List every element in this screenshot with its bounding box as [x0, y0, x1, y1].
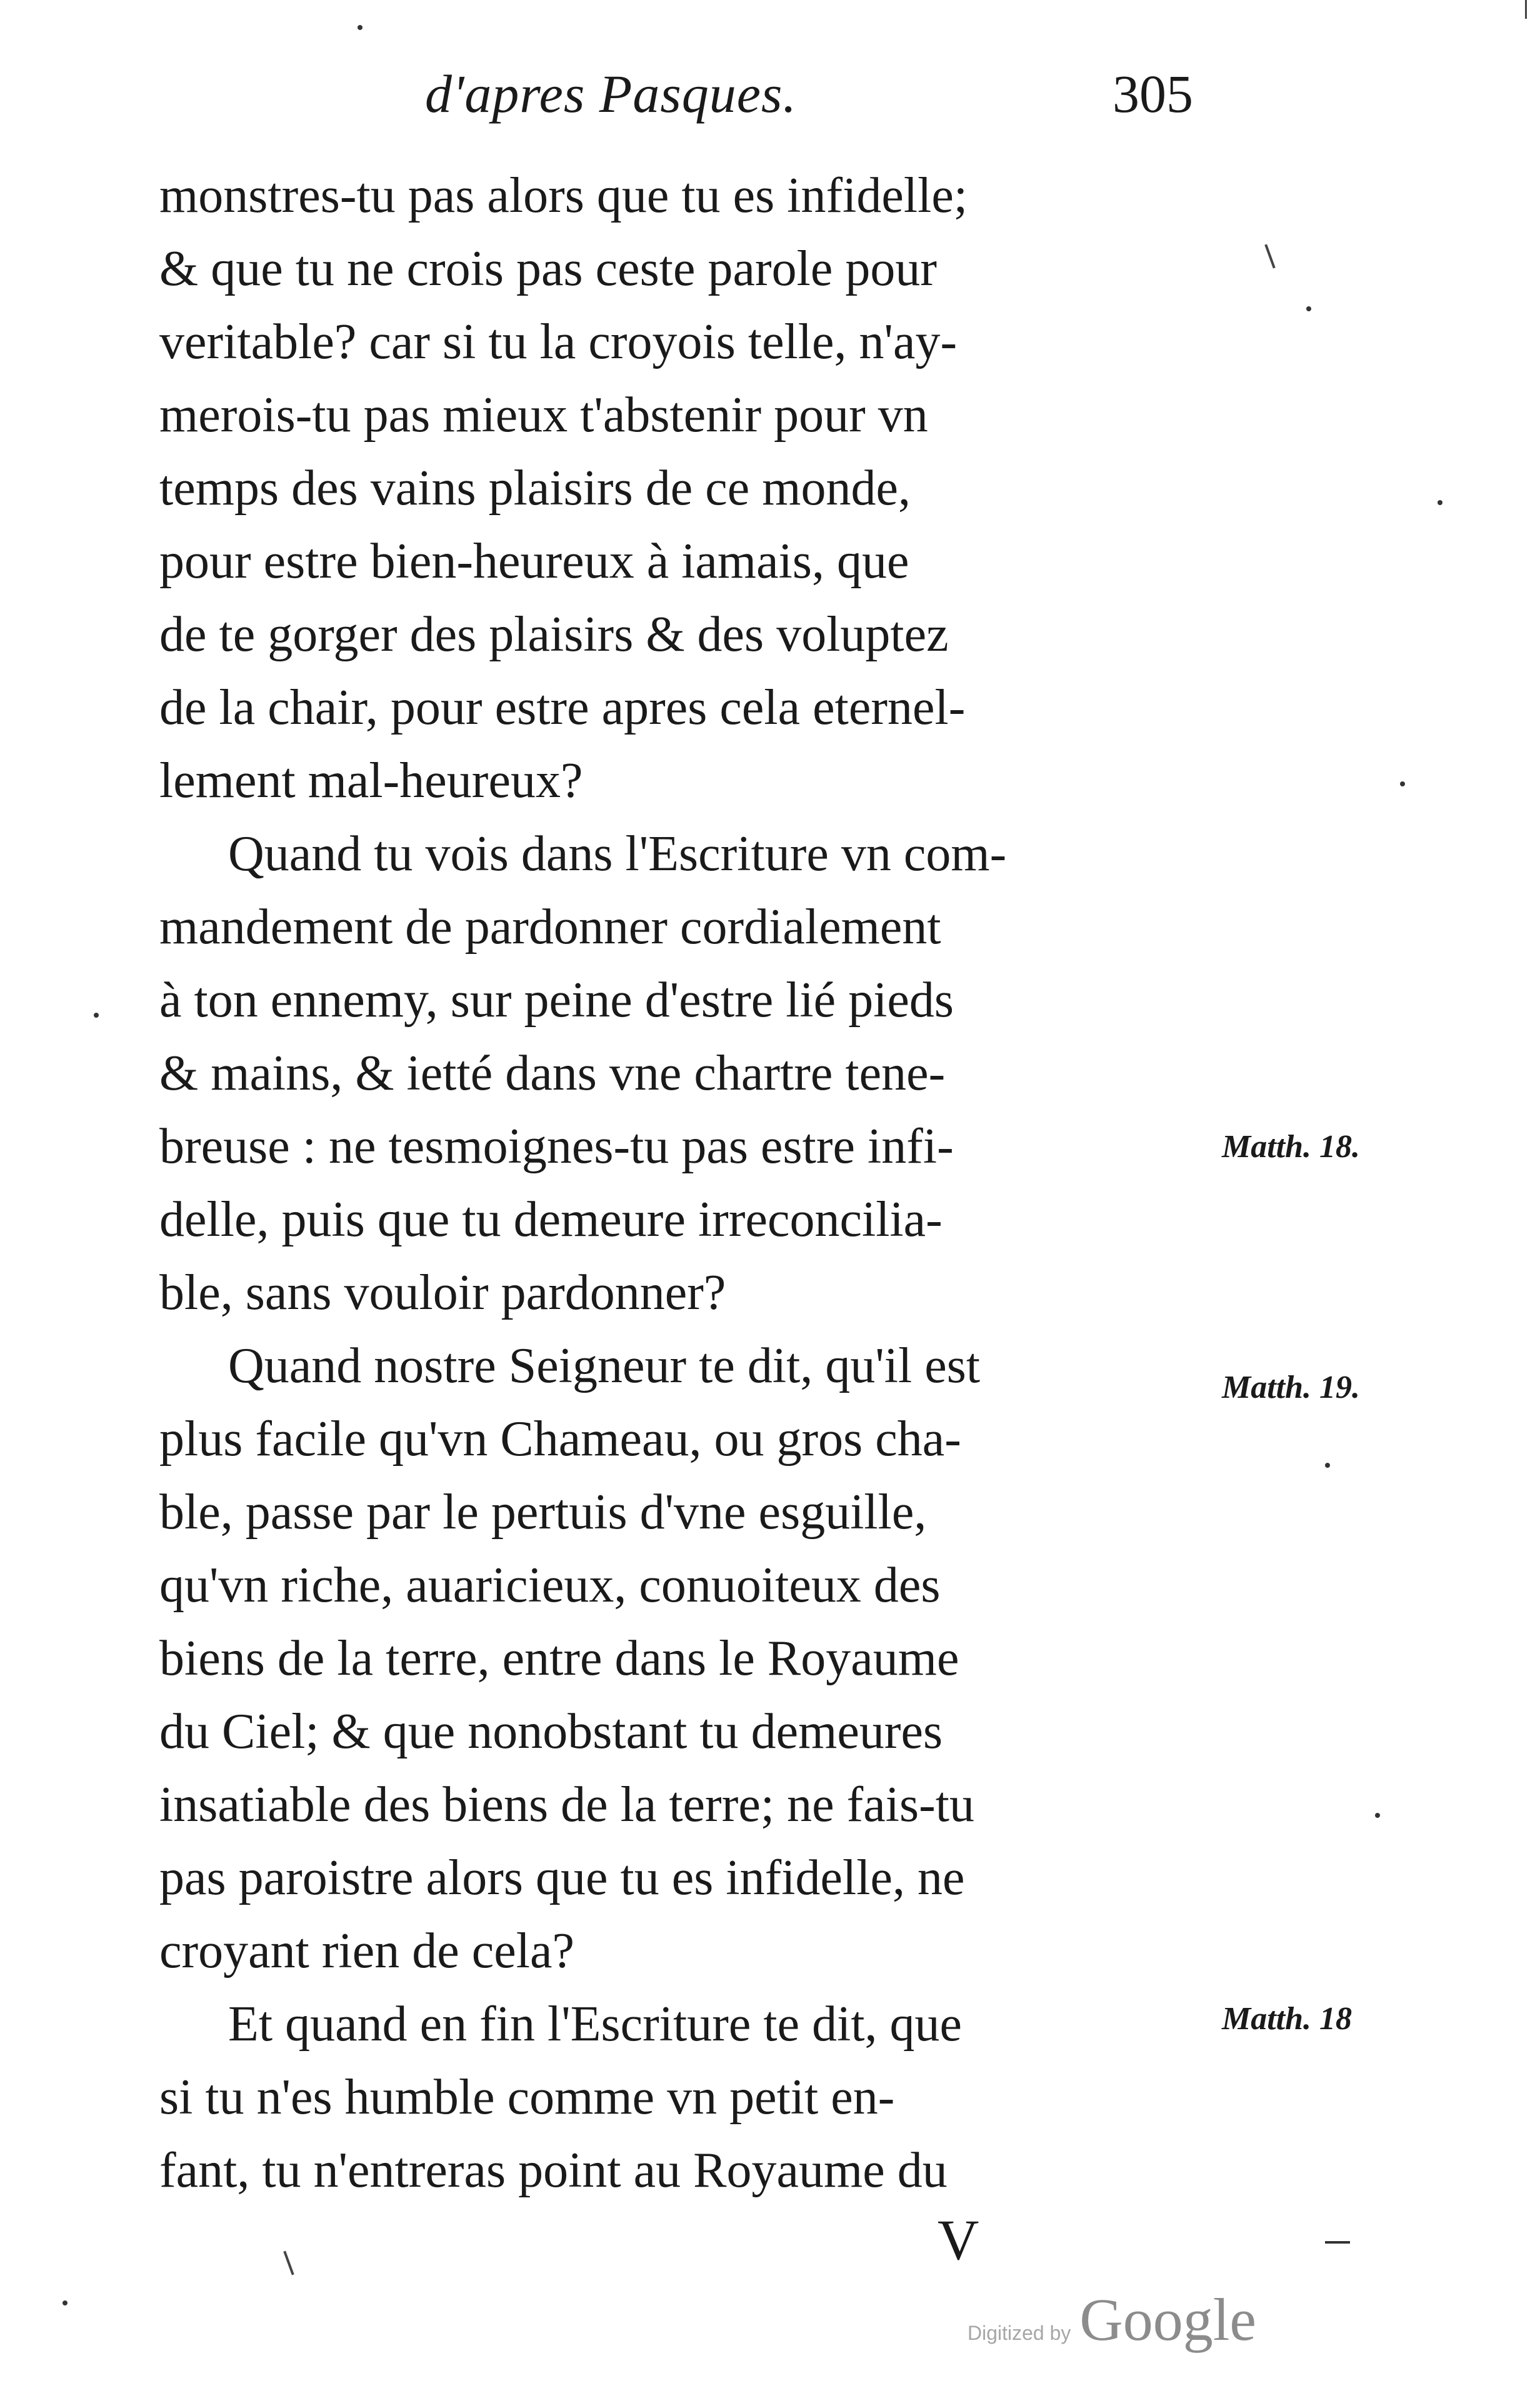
text-line: insatiable des biens de la terre; ne fais-tu	[159, 1777, 974, 1832]
text-line: & mains, & ietté dans vne chartre tene-	[159, 1046, 946, 1101]
margin-reference: Matth. 18.	[1222, 1129, 1361, 1165]
text-line: croyant rien de cela?	[159, 1924, 575, 1979]
signature-mark: V	[938, 2208, 979, 2272]
text-line: temps des vains plaisirs de ce monde,	[159, 461, 911, 516]
paragraph-start-line: Quand tu vois dans l'Escriture vn com-	[228, 826, 1007, 881]
text-line: monstres-tu pas alors que tu es infidelle;	[159, 168, 968, 223]
text-line: pour estre bien-heureux à iamais, que	[159, 534, 909, 589]
text-line: veritable? car si tu la croyois telle, n'ay-	[159, 314, 958, 369]
text-line: merois-tu pas mieux t'abstenir pour vn	[159, 388, 928, 443]
margin-reference: Matth. 19.	[1222, 1370, 1361, 1405]
print-speck	[358, 25, 362, 30]
print-speck	[283, 2251, 294, 2275]
print-speck	[1375, 1813, 1380, 1818]
text-line: plus facile qu'vn Chameau, ou gros cha-	[159, 1412, 961, 1467]
text-line: fant, tu n'entreras point au Royaume du	[159, 2143, 948, 2198]
text-line: du Ciel; & que nonobstant tu demeures	[159, 1704, 943, 1759]
text-line: breuse : ne tesmoignes-tu pas estre infi-	[159, 1119, 954, 1174]
text-line: ble, passe par le pertuis d'vne esguille,	[159, 1485, 927, 1540]
print-speck	[1264, 244, 1275, 269]
text-line: biens de la terre, entre dans le Royaume	[159, 1631, 959, 1686]
watermark-prefix: Digitized by	[968, 2322, 1071, 2344]
text-line: de te gorger des plaisirs & des voluptez	[159, 607, 949, 662]
page-number: 305	[1112, 64, 1193, 124]
text-line: & que tu ne crois pas ceste parole pour	[159, 241, 938, 296]
scan-edge-mark	[1525, 0, 1527, 19]
text-line: si tu n'es humble comme vn petit en-	[159, 2070, 895, 2125]
print-speck	[1325, 2241, 1350, 2244]
text-line: qu'vn riche, auaricieux, conuoiteux des	[159, 1558, 941, 1613]
print-speck	[1438, 500, 1442, 505]
margin-reference: Matth. 18	[1222, 2001, 1352, 2037]
print-speck	[62, 2300, 68, 2305]
google-logo: Google	[1079, 2286, 1257, 2353]
print-speck	[1400, 781, 1405, 786]
text-line: lement mal-heureux?	[159, 753, 583, 808]
paragraph-start-line: Quand nostre Seigneur te dit, qu'il est	[228, 1338, 981, 1393]
text-line: mandement de pardonner cordialement	[159, 900, 941, 955]
print-speck	[1325, 1463, 1330, 1468]
text-line: de la chair, pour estre apres cela eternel-	[159, 680, 966, 735]
print-speck	[94, 1013, 99, 1018]
running-header: d'apres Pasques.	[425, 64, 797, 124]
paragraph-start-line: Et quand en fin l'Escriture te dit, que	[228, 1997, 962, 2052]
text-line: delle, puis que tu demeure irreconcilia-	[159, 1192, 942, 1247]
print-speck	[1306, 306, 1311, 311]
text-line: ble, sans vouloir pardonner?	[159, 1265, 726, 1320]
body-text	[159, 159, 1222, 2207]
digitization-watermark	[968, 2285, 1256, 2354]
text-line: à ton ennemy, sur peine d'estre lié pieds	[159, 973, 954, 1028]
text-line: pas paroistre alors que tu es infidelle, ne	[159, 1850, 965, 1905]
